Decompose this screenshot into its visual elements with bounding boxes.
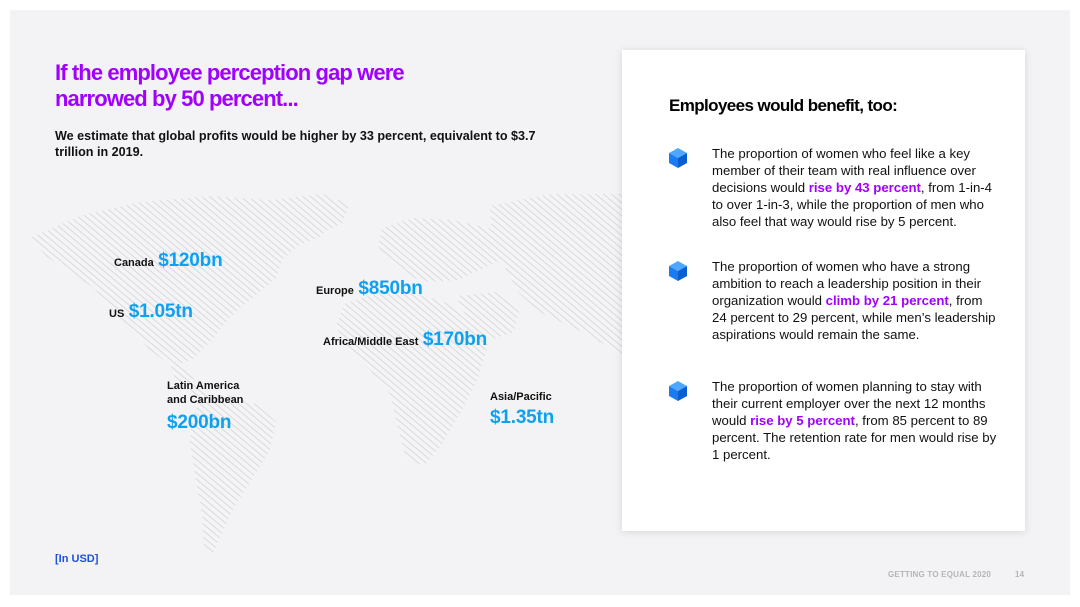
region-label: Africa/Middle East	[323, 336, 419, 348]
region-label: US	[109, 308, 125, 320]
cube-icon	[669, 381, 687, 401]
cube-icon	[669, 148, 687, 168]
page-title	[55, 60, 515, 112]
region-label: Latin America	[167, 380, 240, 392]
page-number: 14	[1015, 570, 1025, 579]
benefit-text-after: , from 85 percent to 89 percent. The retention rate for men would rise by 1 percent.	[712, 413, 997, 462]
europe-shape	[378, 218, 510, 282]
region-value: $850bn	[358, 278, 423, 299]
benefit-item	[669, 258, 999, 343]
card-title: Employees would benefit, too:	[669, 96, 898, 115]
region-canada	[114, 250, 222, 272]
page-title-line-1: If the employee perception gap were	[55, 60, 404, 85]
currency-note: [In USD]	[55, 553, 99, 565]
benefit-text-after: , from 24 percent to 29 percent, while men’s leadership aspirations would remain the same.	[712, 293, 996, 342]
page-title-line-2: narrowed by 50 percent...	[55, 86, 298, 111]
africa-shape	[336, 292, 488, 466]
benefit-text-before: The proportion of women who feel like a key member of their team with real influence over decisions would	[712, 146, 976, 195]
employee-benefits-card	[622, 50, 1025, 531]
benefit-text-before: The proportion of women who have a strong ambition to reach a leadership position in their organization would	[712, 259, 982, 308]
region-africa-middle-east	[323, 329, 487, 351]
region-value: $170bn	[422, 329, 488, 350]
region-label: Europe	[316, 285, 354, 297]
region-value: $1.35tn	[490, 407, 555, 428]
benefit-text-before: The proportion of women planning to stay with their current employer over the next 12 months would	[712, 379, 986, 428]
benefit-highlight: climb by 21 percent	[825, 293, 949, 308]
benefit-highlight: rise by 43 percent	[808, 180, 921, 195]
benefit-item	[669, 378, 999, 463]
benefit-highlight: rise by 5 percent	[750, 413, 855, 428]
region-europe	[316, 278, 423, 300]
benefit-text	[712, 378, 999, 463]
benefit-text	[712, 145, 999, 230]
region-value: $120bn	[158, 250, 223, 271]
region-value: $1.05tn	[128, 301, 193, 322]
cube-icon	[669, 261, 687, 281]
region-us	[109, 301, 193, 323]
region-asia-pacific	[490, 390, 554, 429]
slide	[10, 10, 1070, 595]
footer-report-name: GETTING TO EQUAL 2020	[888, 570, 992, 579]
region-value: $200bn	[167, 412, 232, 433]
benefit-item	[669, 145, 999, 230]
region-latin-america	[167, 379, 243, 434]
benefit-text-after: , from 1-in-4 to over 1-in-3, while the proportion of men who also feel that way would rise by 5 percent.	[712, 180, 993, 229]
region-label: Asia/Pacific	[490, 391, 552, 403]
region-label-line-2: and Caribbean	[167, 394, 244, 406]
profit-estimate-text: We estimate that global profits would be higher by 33 percent, equivalent to $3.7 trillion in 2019.	[55, 129, 536, 159]
region-label: Canada	[114, 257, 154, 269]
benefit-text	[712, 258, 999, 343]
north-america-shape	[30, 196, 328, 366]
